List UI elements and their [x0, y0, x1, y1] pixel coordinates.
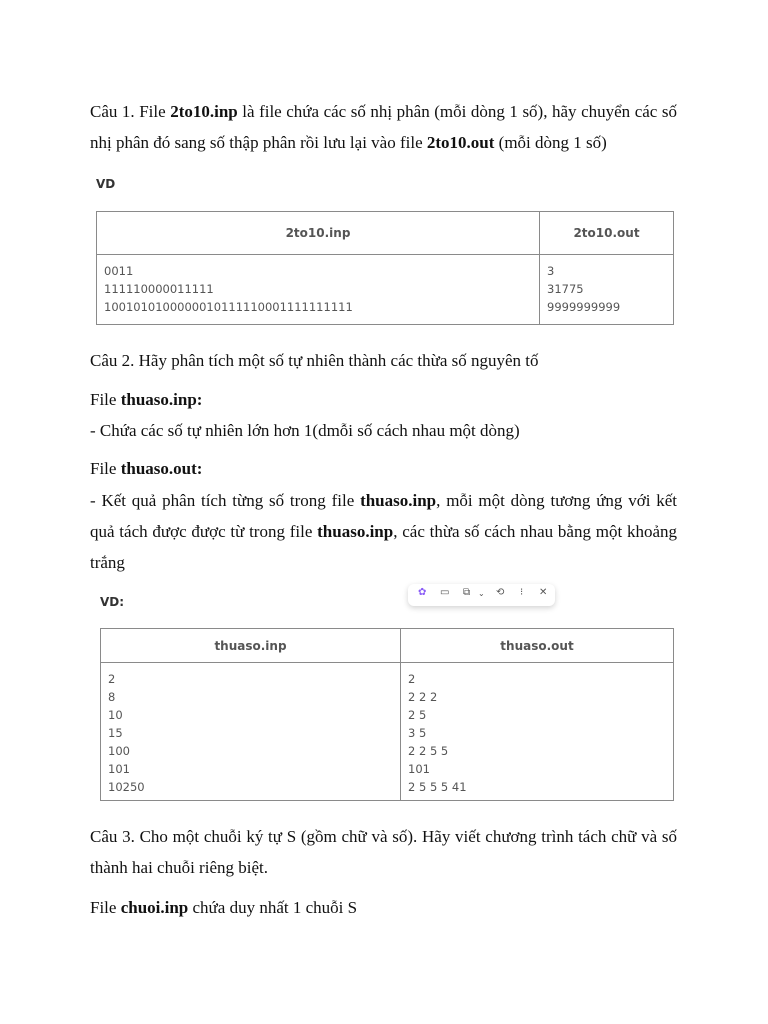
- table-cell-line: 2 5 5 5 41: [408, 780, 467, 794]
- q1-input-filename: 2to10.inp: [170, 102, 238, 121]
- table-cell-line: 2 2 5 5: [408, 744, 449, 758]
- table-cell-line: 10250: [108, 780, 145, 794]
- copilot-icon[interactable]: ✿: [418, 587, 427, 598]
- table-cell-line: 3 5: [408, 726, 427, 740]
- table-cell-line: 9999999999: [547, 300, 621, 314]
- q2-output-cell: [401, 663, 674, 801]
- bold-filename: thuaso.inp: [317, 522, 394, 541]
- q1-text-suffix: (mỗi dòng 1 số): [494, 133, 607, 152]
- q1-text-prefix: Câu 1. File: [90, 102, 171, 121]
- more-icon[interactable]: ⁝: [520, 587, 524, 598]
- save-icon[interactable]: ▭: [440, 587, 450, 598]
- table-cell-line: 8: [108, 690, 116, 704]
- q2-input-cell: [101, 663, 401, 801]
- table-cell-line: 111110000011111: [104, 282, 214, 296]
- q1-example-label: VD: [96, 177, 116, 191]
- table-cell-line: 31775: [547, 282, 584, 296]
- q1-example-table: [96, 211, 674, 325]
- q2-input-file-line: [90, 384, 677, 415]
- rotate-icon[interactable]: ⟲: [496, 587, 505, 598]
- q3-title: Câu 3. Cho một chuỗi ký tự S (gồm chữ và số). Hãy viết chương trình tách chữ và số thành hai chuỗi riêng biệt.: [90, 827, 677, 877]
- table-cell-line: 100: [108, 744, 130, 758]
- table-cell-line: 15: [108, 726, 123, 740]
- q1-text-mid: là file chứa các số nhị phân (mỗi dòng 1 số), hãy chuyển các số nhị phân đó sang số thập phân rồi lưu lại vào file: [90, 102, 677, 152]
- q2-example-table: [100, 628, 674, 801]
- table-header: 2to10.out: [540, 212, 674, 255]
- crop-icon[interactable]: ⧉: [463, 587, 471, 598]
- q3-input-file-line: [90, 892, 677, 923]
- table-cell-line: 3: [547, 264, 555, 278]
- file-label: File: [90, 898, 121, 917]
- q2-output-file-line: [90, 453, 677, 484]
- table-cell-line: 2 5: [408, 708, 427, 722]
- text-span: - Kết quả phân tích từng số trong file: [90, 491, 361, 510]
- table-header: thuaso.out: [401, 629, 674, 663]
- q1-output-filename: 2to10.out: [426, 133, 495, 152]
- table-cell-line: 2: [108, 672, 116, 686]
- text-span: , mỗi một dòng tương ứng với kết quả tách được được từ trong file: [90, 491, 677, 541]
- q1-paragraph: [90, 96, 677, 158]
- table-header: thuaso.inp: [101, 629, 401, 663]
- q2-input-filename: thuaso.inp:: [120, 390, 203, 409]
- table-cell-line: 1001010100000010111110001111111111: [104, 300, 353, 314]
- q2-example-label: VD:: [100, 595, 125, 609]
- image-toolbar[interactable]: [408, 584, 555, 606]
- file-label: File: [90, 459, 121, 478]
- q1-input-cell: [97, 255, 540, 325]
- table-cell-line: 101: [408, 762, 430, 776]
- table-header: 2to10.inp: [97, 212, 540, 255]
- table-cell-line: 2 2 2: [408, 690, 438, 704]
- table-cell-line: 2: [408, 672, 416, 686]
- text-span: chứa duy nhất 1 chuỗi S: [188, 898, 358, 917]
- q3-input-filename: chuoi.inp: [120, 898, 189, 917]
- table-cell-line: 10: [108, 708, 123, 722]
- text-span: , các thừa số cách nhau bằng một khoảng trắng: [90, 522, 677, 572]
- q2-output-description: [90, 485, 677, 578]
- bold-filename: thuaso.inp: [360, 491, 437, 510]
- q1-output-cell: [540, 255, 674, 325]
- q2-input-description: - Chứa các số tự nhiên lớn hơn 1(dmỗi số cách nhau một dòng): [90, 421, 520, 440]
- table-cell-line: 101: [108, 762, 130, 776]
- chevron-down-icon[interactable]: ⌄: [478, 589, 485, 598]
- file-label: File: [90, 390, 121, 409]
- table-cell-line: 0011: [104, 264, 134, 278]
- close-icon[interactable]: ✕: [539, 587, 548, 598]
- q2-title: Câu 2. Hãy phân tích một số tự nhiên thành các thừa số nguyên tố: [90, 351, 539, 370]
- q2-output-filename: thuaso.out:: [120, 459, 203, 478]
